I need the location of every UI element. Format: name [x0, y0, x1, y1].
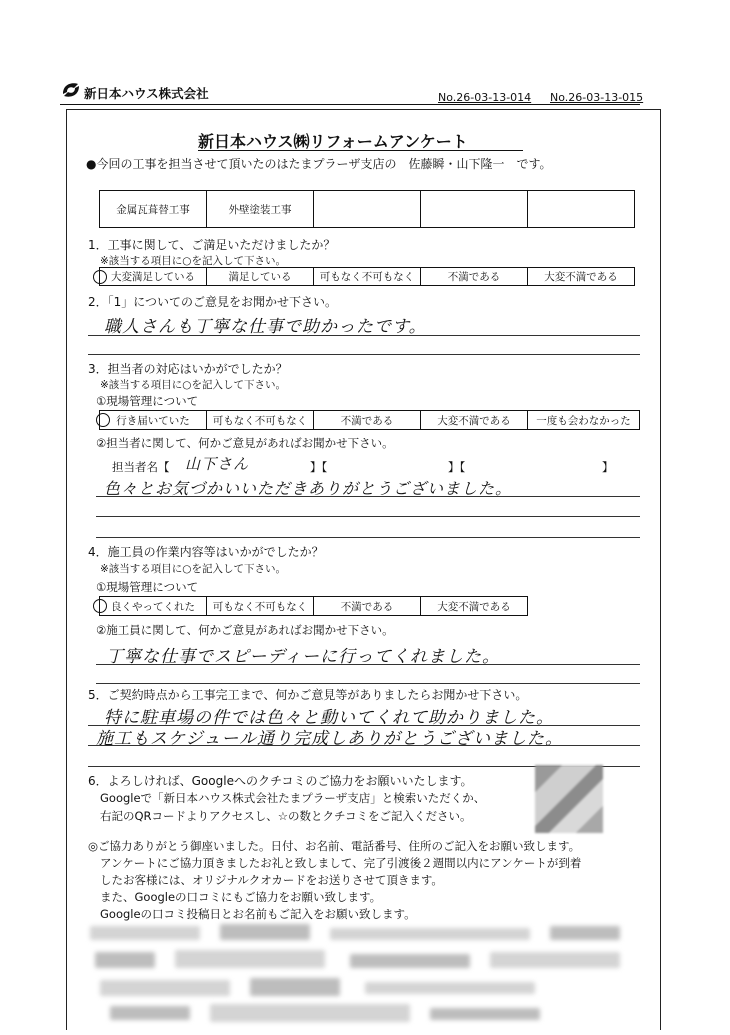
q1-title: 1．工事に関して、ご満足いただけましたか？ — [88, 238, 336, 252]
closing-line-5: Googleの口コミ投稿日とお名前もご記入をお願い致します。 — [100, 907, 416, 921]
q1-option-3[interactable]: 可もなく不可もなく — [313, 267, 421, 286]
doc-number-2: No.26-03-13-015 — [550, 91, 644, 104]
q3-option-3[interactable]: 不満である — [313, 410, 421, 430]
q6-line-2: 右記のQRコードよりアクセスし、☆の数とクチコミをご記入ください。 — [100, 809, 472, 823]
q3-bracket-mid2: 】【 — [448, 460, 466, 474]
intro-text: ●今回の工事を担当させて頂いたのはたまプラーザ支店の 佐藤瞬・山下隆一 です。 — [86, 157, 552, 171]
q4-answer: 丁寧な仕事でスピーディーに行ってくれました。 — [106, 647, 500, 667]
q3-staff-name: 山下さん — [185, 455, 250, 473]
q5-answer-1: 特に駐車場の件では色々と動いてくれて助かりました。 — [104, 708, 554, 728]
q4-sub1: ①現場管理について — [96, 580, 199, 594]
q2-title: 2．「1」についてのご意見をお聞かせ下さい。 — [88, 295, 338, 309]
work-cell-4 — [420, 190, 528, 228]
q3-title: 3．担当者の対応はいかがでしたか？ — [88, 362, 288, 376]
q3-option-5[interactable]: 一度も会わなかった — [527, 410, 640, 430]
q1-option-5[interactable]: 大変不満である — [527, 267, 635, 286]
work-cell-2: 外壁塗装工事 — [206, 190, 314, 228]
q4-option-4[interactable]: 大変不満である — [420, 596, 528, 616]
q3-sub2: ②担当者に関して、何かご意見があればお聞かせ下さい。 — [96, 436, 394, 450]
q3-bracket-end: 】 — [602, 460, 614, 474]
q6-line-1: Googleで「新日本ハウス株式会社たまプラーザ支店」と検索いただくか、 — [100, 791, 486, 805]
page-title: 新日本ハウス㈱リフォームアンケート — [198, 132, 468, 151]
q4-option-3[interactable]: 不満である — [313, 596, 421, 616]
q4-selected-circle — [93, 599, 107, 613]
work-cell-1: 金属瓦葺替工事 — [99, 190, 207, 228]
q3-sub1: ①現場管理について — [96, 394, 199, 408]
q3-bracket-mid: 】【 — [310, 460, 328, 474]
q4-sub2: ②施工員に関して、何かご意見があればお聞かせ下さい。 — [96, 623, 394, 637]
qr-code[interactable] — [535, 765, 603, 833]
closing-line-3: したお客様には、オリジナルクオカードをお送りさせて頂きます。 — [100, 873, 443, 887]
q1-option-4[interactable]: 不満である — [420, 267, 528, 286]
q1-selected-circle — [93, 270, 107, 284]
q6-title: 6．よろしければ、Googleへのクチコミのご協力をお願いいたします。 — [88, 774, 473, 788]
q3-note: ※該当する項目に○を記入して下さい。 — [100, 379, 286, 391]
q4-option-1[interactable]: 良くやってくれた — [99, 596, 207, 616]
closing-line-1: ◎ご協力ありがとう御座いました。日付、お名前、電話番号、住所のご記入をお願い致します。 — [88, 839, 581, 853]
closing-line-4: また、Googleの口コミにもご協力をお願い致します。 — [100, 890, 382, 904]
q3-option-4[interactable]: 大変不満である — [420, 410, 528, 430]
company-logo-icon — [60, 80, 82, 100]
q5-title: 5．ご契約時点から工事完工まで、何かご意見等がありましたらお聞かせ下さい。 — [88, 688, 528, 702]
q3-staff-label: 担当者名【 — [112, 460, 170, 474]
closing-line-2: アンケートにご協力頂きましたお礼と致しまして、完了引渡後２週間以内にアンケートが到着 — [100, 856, 582, 870]
q1-option-2[interactable]: 満足している — [206, 267, 314, 286]
q1-option-1[interactable]: 大変満足している — [99, 267, 207, 286]
q4-note: ※該当する項目に○を記入して下さい。 — [100, 563, 286, 575]
q3-selected-circle — [96, 413, 110, 427]
q4-title: 4．施工員の作業内容等はいかがでしたか？ — [88, 545, 324, 559]
work-cell-3 — [313, 190, 421, 228]
doc-number-1: No.26-03-13-014 — [438, 91, 532, 104]
q1-note: ※該当する項目に○を記入して下さい。 — [100, 255, 286, 267]
redacted-personal-info — [80, 920, 640, 1032]
work-cell-5 — [527, 190, 635, 228]
q2-answer: 職人さんも丁寧な仕事で助かったです。 — [104, 317, 427, 337]
q3-answer: 色々とお気づかいいただきありがとうございました。 — [104, 479, 513, 498]
company-name: 新日本ハウス株式会社 — [84, 86, 209, 101]
q5-answer-2: 施工もスケジュール通り完成しありがとうございました。 — [96, 729, 563, 749]
q4-option-2[interactable]: 可もなく不可もなく — [206, 596, 314, 616]
q3-option-2[interactable]: 可もなく不可もなく — [206, 410, 314, 430]
q3-option-1[interactable]: 行き届いていた — [99, 410, 207, 430]
